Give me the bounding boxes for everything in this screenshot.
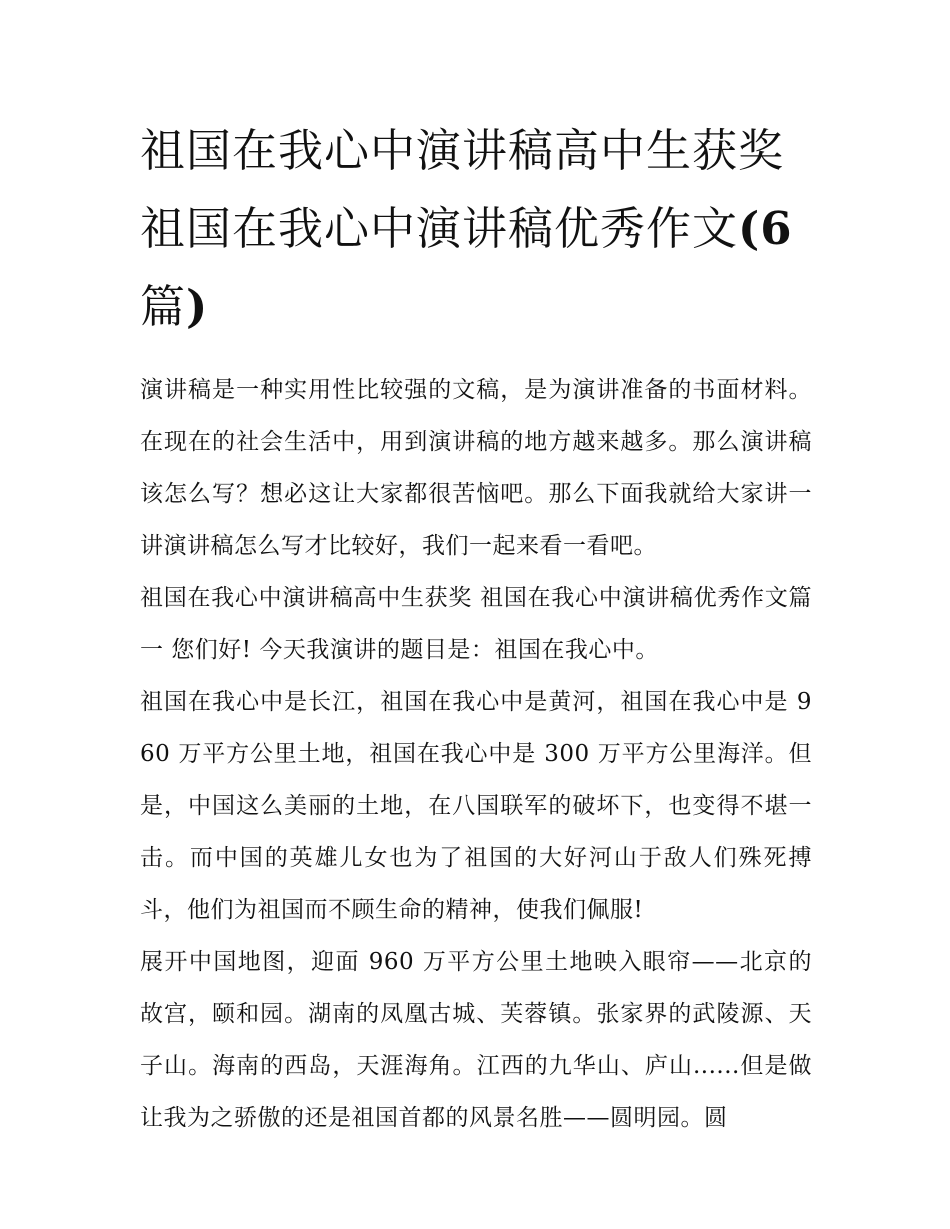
paragraph-greeting: 祖国在我心中演讲稿高中生获奖 祖国在我心中演讲稿优秀作文篇一 您们好! 今天我演讲的题目是：祖国在我心中。 — [140, 585, 812, 663]
document-body — [140, 364, 812, 1144]
title-count-close: ) — [186, 280, 209, 333]
paragraph-map: 展开中国地图，迎面 960 万平方公里土地映入眼帘——北京的故宫，颐和园。湖南的凤凰古城、芙蓉镇。张家界的武陵源、天子山。海南的西岛，天涯海角。江西的九华山、庐山......但是做让我为之骄傲的还是祖国首都的风景名胜——圆明园。圆 — [140, 949, 812, 1131]
title-text: 祖国在我心中演讲稿高中生获奖 祖国在我心中演讲稿优秀作文 — [140, 124, 785, 255]
document-content — [140, 112, 812, 1144]
paragraph-intro: 演讲稿是一种实用性比较强的文稿，是为演讲准备的书面材料。在现在的社会生活中，用到演讲稿的地方越来越多。那么演讲稿该怎么写？想必这让大家都很苦恼吧。那么下面我就给大家讲一讲演讲稿怎么写才比较好，我们一起来看一看吧。 — [140, 377, 812, 559]
document-title — [140, 112, 812, 346]
title-count-unit: 篇 — [140, 280, 187, 333]
paragraph-rivers: 祖国在我心中是长江，祖国在我心中是黄河，祖国在我心中是 960 万平方公里土地，祖国在我心中是 300 万平方公里海洋。但是，中国这么美丽的土地，在八国联军的破坏下，也变得不堪一击。而中国的英雄儿女也为了祖国的大好河山于敌人们殊死搏斗，他们为祖国而不顾生命的精神，使我们佩服! — [140, 689, 812, 923]
title-count-open: (6 — [738, 202, 793, 255]
